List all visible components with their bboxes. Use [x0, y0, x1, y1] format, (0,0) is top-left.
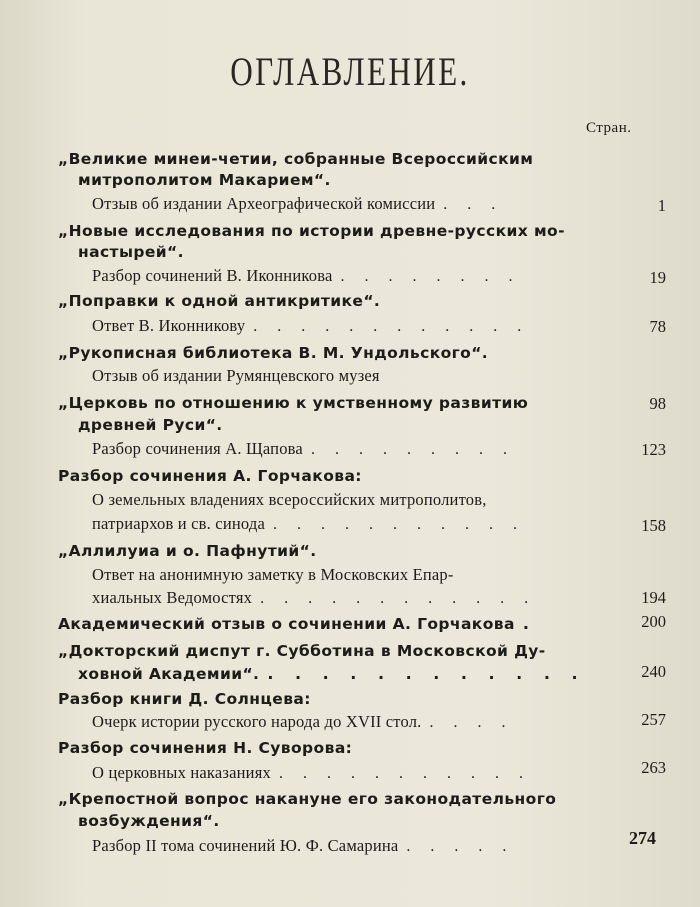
toc-line: „Аллилуиа и о. Пафнутий“.: [58, 542, 317, 560]
toc-line: О церковных наказаниях . . . . . . . . . . .: [92, 763, 531, 782]
toc-line: настырей“.: [78, 243, 184, 261]
page-title: ОГЛАВЛЕНИЕ.: [230, 49, 470, 94]
page-number: 263: [641, 758, 666, 777]
page-column-header: Стран.: [586, 120, 632, 136]
toc-line: Разбор книги Д. Солнцева:: [58, 690, 311, 708]
toc-line: хиальных Ведомостях . . . . . . . . . . . .: [92, 588, 537, 607]
toc-line: Разбор сочинения А. Горчакова:: [58, 467, 362, 485]
page-number: 274: [629, 828, 656, 848]
page-number: 158: [641, 516, 666, 535]
page-number: 240: [641, 662, 666, 681]
toc-line: „Крепостной вопрос накануне его законодательного: [58, 790, 557, 808]
toc-line: Отзыв об издании Археографической комиссии . . .: [92, 194, 504, 213]
page-number: 200: [641, 612, 666, 631]
toc-line: „Поправки к одной антикритике“.: [58, 292, 381, 310]
toc-line: „Рукописная библиотека В. М. Ундольского“.: [58, 344, 489, 362]
toc-line: „Докторский диспут г. Субботина в Московской Ду-: [58, 642, 546, 660]
toc-line: патриархов и св. синода . . . . . . . . . . .: [92, 514, 525, 533]
toc-line: митрополитом Макарием“.: [78, 171, 331, 189]
toc-line: „Новые исследования по истории древне-русских мо-: [58, 222, 565, 240]
toc-line: древней Руси“.: [78, 416, 223, 434]
toc-line: возбуждения“.: [78, 812, 220, 830]
toc-line: ховной Академии“. . . . . . . . . . . . .: [78, 664, 586, 683]
page-number: 1: [657, 196, 666, 215]
page-number: 123: [641, 440, 666, 459]
toc-line: Академический отзыв о сочинении А. Горчакова .: [58, 614, 537, 633]
toc-line: „Великие минеи-четии, собранные Всероссийским: [58, 150, 534, 168]
toc-line: Ответ на анонимную заметку в Московских Епар-: [92, 565, 454, 584]
toc-line: „Церковь по отношению к умственному развитию: [58, 394, 529, 412]
page-number: 257: [641, 710, 666, 729]
toc-line: Разбор сочинений В. Иконникова . . . . . . . .: [92, 266, 521, 285]
toc-line: О земельных владениях всероссийских митрополитов,: [92, 490, 487, 509]
toc-line: Разбор II тома сочинений Ю. Ф. Самарина . . . . .: [92, 836, 515, 855]
page-number: 78: [649, 317, 666, 336]
page-number: 194: [641, 588, 666, 607]
toc-line: Разбор сочинения Н. Суворова:: [58, 739, 353, 757]
page-number: 98: [649, 394, 666, 413]
toc-line: Отзыв об издании Румянцевского музея: [92, 366, 380, 385]
toc-line: Разбор сочинения А. Щапова . . . . . . . . .: [92, 439, 515, 458]
toc-line: Очерк истории русского народа до XVII стол. . . . .: [92, 712, 514, 731]
page-number: 19: [649, 268, 666, 287]
toc-line: Ответ В. Иконникову . . . . . . . . . . . .: [92, 316, 530, 335]
